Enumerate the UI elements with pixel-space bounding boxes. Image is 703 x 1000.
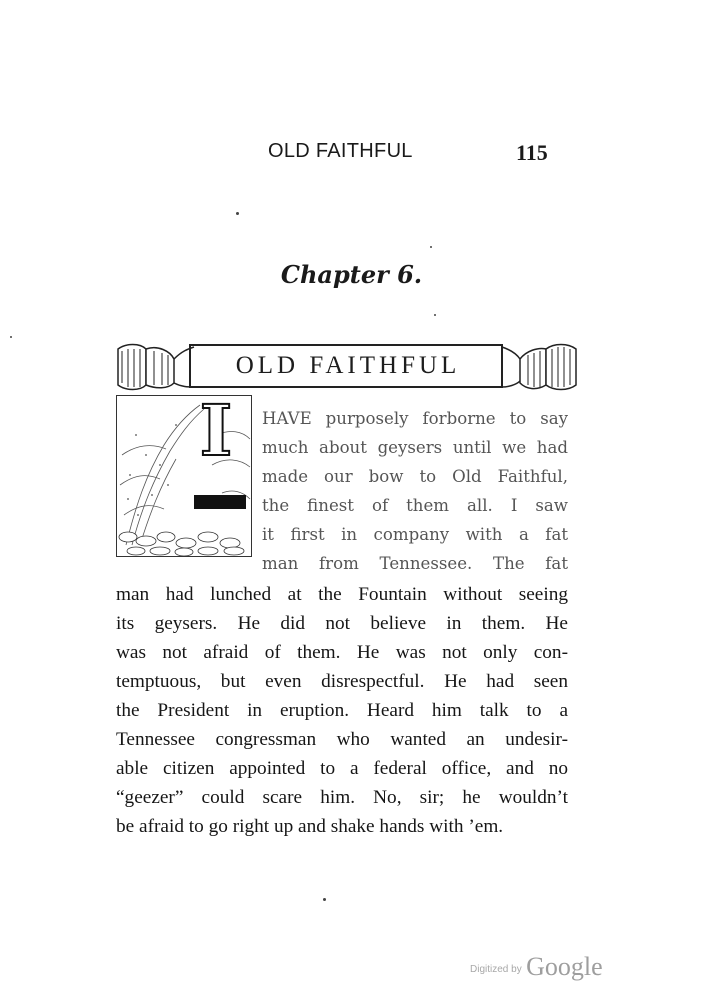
lead-line: the finest of them all. I saw xyxy=(262,496,568,515)
lead-line: HAVE purposely forborne to say xyxy=(262,409,568,428)
banner-title: OLD FAITHFUL xyxy=(235,352,461,379)
body-line: the President in eruption. Heard him talk to a xyxy=(116,700,568,721)
lead-line: much about geysers until we had xyxy=(262,438,568,457)
paper-speck xyxy=(236,212,239,215)
paper-speck xyxy=(434,314,436,316)
running-head: OLD FAITHFUL xyxy=(268,140,413,162)
body-line: man had lunched at the Fountain without seeing xyxy=(116,584,568,605)
body-line: Tennessee congressman who wanted an undesir- xyxy=(116,729,568,750)
google-wordmark: Google xyxy=(526,952,603,981)
paper-speck xyxy=(323,898,326,901)
lead-line: it first in company with a fat xyxy=(262,525,568,544)
paper-speck xyxy=(10,336,12,338)
page-number: 115 xyxy=(516,140,548,165)
lead-line: made our bow to Old Faithful, xyxy=(262,467,568,486)
scroll-right xyxy=(520,345,576,390)
body-line: “geezer” could scare him. No, sir; he wouldn’t xyxy=(116,787,568,808)
digitized-label: Digitized by xyxy=(470,964,522,975)
body-line: was not afraid of them. He was not only con- xyxy=(116,642,568,663)
digitized-watermark xyxy=(470,952,603,982)
body-line: be afraid to go right up and shake hands with ’em. xyxy=(116,816,504,837)
illustration-dark-band xyxy=(194,495,246,509)
drop-cap: I xyxy=(199,389,233,472)
body-paragraph xyxy=(116,580,568,841)
lead-paragraph xyxy=(262,404,568,578)
body-line: temptuous, but even disrespectful. He had seen xyxy=(116,671,568,692)
chapter-heading: Chapter 6. xyxy=(280,260,423,289)
body-line: able citizen appointed to a federal office, and no xyxy=(116,758,568,779)
paper-speck xyxy=(430,246,432,248)
lead-line: man from Tennessee. The fat xyxy=(262,554,568,573)
body-line: its geysers. He did not believe in them. He xyxy=(116,613,568,634)
scroll-left xyxy=(118,345,174,390)
